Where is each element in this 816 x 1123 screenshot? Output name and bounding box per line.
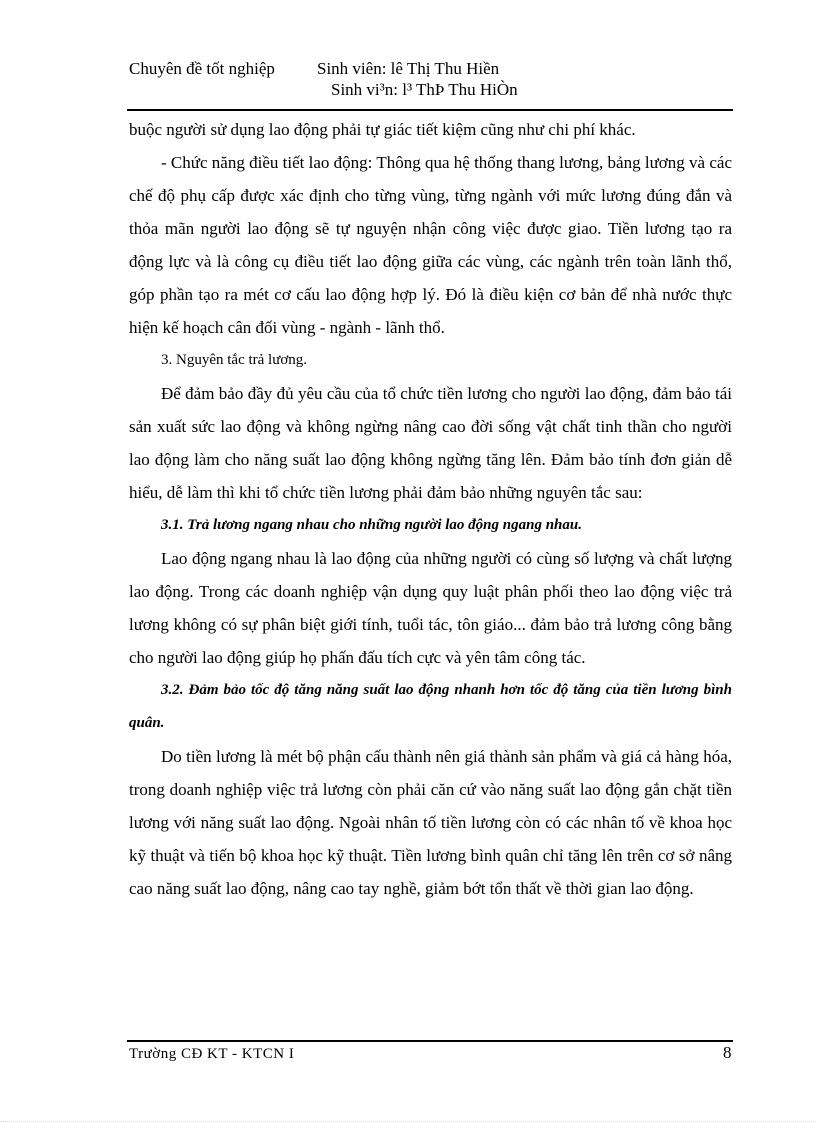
footer-rule [127,1040,733,1042]
subsection-heading: 3.2. Đảm bảo tốc độ tăng năng suất lao động nhanh hơn tốc độ tăng của tiền lương bình quân. [129,682,732,731]
page-number: 8 [723,1043,732,1062]
paragraph: buộc người sử dụng lao động phải tự giác tiết kiệm cũng như chi phí khác. [129,120,636,139]
header-student-garbled: Sinh vi³n: l³ ThÞ Thu HiÒn [331,80,518,99]
document-body [129,113,732,905]
header-rule [127,109,733,111]
paragraph: Để đảm bảo đầy đủ yêu cầu của tổ chức tiền lương cho người lao động, đảm bảo tái sản xuất sức lao động và không ngừng nâng cao đời sống vật chất tinh thần cho người lao động làm cho năng suất lao động không ngừng tăng lên. Đảm bảo tính đơn giản dễ hiểu, dễ làm thì khi tổ chức tiền lương phải đảm bảo những nguyên tắc sau: [129,384,732,502]
paragraph: Do tiền lương là mét bộ phận cấu thành nên giá thành sản phẩm và giá cả hàng hóa, trong doanh nghiệp việc trả lương còn phải căn cứ vào năng suất lao động gắn chặt tiền lương với năng suất lao động. Ngoài nhân tố tiền lương còn có các nhân tố về khoa học kỹ thuật và tiến bộ khoa học kỹ thuật. Tiền lương bình quân chỉ tăng lên trên cơ sở nâng cao năng suất lao động, nâng cao tay nghề, giảm bớt tổn thất về thời gian lao động. [129,747,732,898]
section-heading: 3. Nguyên tắc trả lương. [161,352,308,368]
header-topic: Chuyên đề tốt nghiệp [129,59,275,78]
footer-school: Trường CĐ KT - KTCN I [129,1046,295,1062]
paragraph: Lao động ngang nhau là lao động của những người có cùng số lượng và chất lượng lao động. Trong các doanh nghiệp vận dụng quy luật phân phối theo lao động việc trả lương không có sự phân biệt giới tính, tuổi tác, tôn giáo... đảm bảo trả lương công bằng cho người lao động giúp họ phấn đấu tích cực và yên tâm công tác. [129,549,732,667]
page-header [129,59,500,79]
paragraph: - Chức năng điều tiết lao động: Thông qua hệ thống thang lương, bảng lương và các chế độ phụ cấp được xác định cho từng vùng, từng ngành với mức lương đúng đắn và thỏa mãn người lao động sẽ tự nguyện nhận công việc được giao. Tiền lương tạo ra động lực và là công cụ điều tiết lao động giữa các vùng, các ngành trên toàn lãnh thổ, góp phần tạo ra mét cơ cấu lao động hợp lý. Đó là điều kiện cơ bản để nhà nước thực hiện kế hoạch cân đối vùng - ngành - lãnh thổ. [129,153,732,337]
page-bottom-border [0,1121,816,1122]
subsection-heading: 3.1. Trả lương ngang nhau cho những người lao động ngang nhau. [161,517,582,533]
header-student: Sinh viên: lê Thị Thu Hiền [317,59,500,78]
